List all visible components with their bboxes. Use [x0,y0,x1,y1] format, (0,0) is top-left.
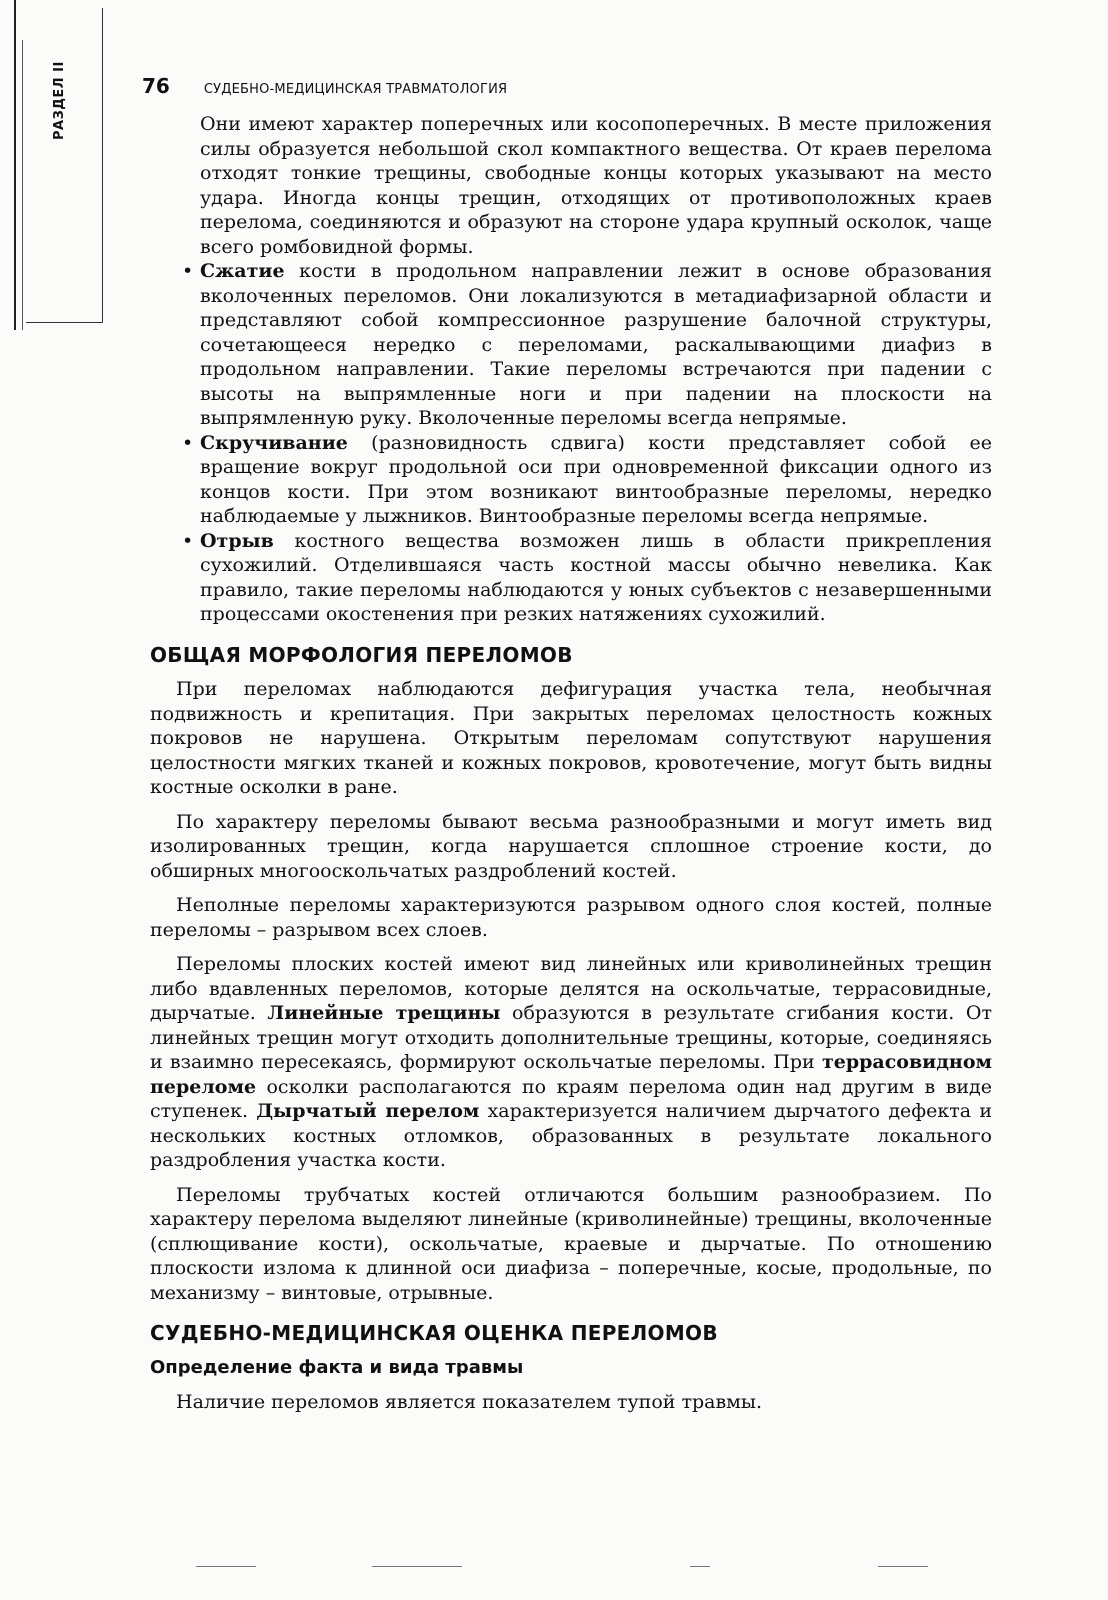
page-content [150,112,992,1415]
section-tab-box [26,8,103,323]
scan-artifact-line [690,1566,710,1567]
paragraph: Переломы трубчатых костей отличаются большим разнообразием. По характеру перелома выделяют линейные (криволинейные) трещины, вколоченные (сплющивание кости), оскольчатые, краевые и дырчатые. По отношению плоскости излома к длинной оси диафиза – поперечные, косые, продольные, по механизму – винтовые, отрывные. [150,1183,992,1304]
section-heading-assessment: СУДЕБНО-МЕДИЦИНСКАЯ ОЦЕНКА ПЕРЕЛОМОВ [150,1321,718,1345]
paragraph: По характеру переломы бывают весьма разнообразными и могут иметь вид изолированных трещин, когда нарушается сплошное строение кости, до обширных многооскольчатых раздроблений костей. [150,810,992,882]
scan-artifact-line [196,1566,256,1567]
bullet-icon: • [182,529,194,552]
binding-edge-line-secondary [22,40,23,330]
subsection-heading: Определение факта и вида травмы [150,1356,524,1378]
section-heading-morphology: ОБЩАЯ МОРФОЛОГИЯ ПЕРЕЛОМОВ [150,642,573,667]
term-perforated-fracture: Дырчатый перелом [256,1100,480,1122]
bullet-text: кости в продольном направлении лежит в основе образования вколоченных переломов. Они локализуются в метадиафизарной области и представляют собой компрессионное разрушение балочной структуры, сочетающееся нередко с переломами, раскалывающими диафиз в продольном направлении. Такие переломы встречаются при падении с высоты на выпрямленные ноги и при падении на плоскости на выпрямленную руку. Вколоченные переломы всегда непрямые. [200,260,992,429]
running-title: СУДЕБНО-МЕДИЦИНСКАЯ ТРАВМАТОЛОГИЯ [203,82,508,97]
scan-artifact-line [878,1566,928,1567]
bullet-term: Отрыв [200,529,274,552]
bullet-item-avulsion [150,529,992,627]
page-number: 76 [142,74,170,98]
bullet-term: Сжатие [200,260,285,282]
paragraph: Неполные переломы характеризуются разрывом одного слоя костей, полные переломы – разрывом всех слоев. [150,894,992,941]
bullet-term: Скручивание [200,431,348,454]
bullet-text: костного вещества возможен лишь в области прикрепления сухожилий. Отделившаяся часть костной массы обычно невелика. Как правило, такие переломы наблюдаются у юных субъектов с незавершенными процессами окостенения при резких натяжениях сухожилий. [200,529,992,625]
bullet-icon: • [182,260,194,282]
section-tab-label: РАЗДЕЛ II [52,61,67,140]
page-header [142,74,507,98]
term-linear-fractures: Линейные трещины [267,1002,501,1024]
bullet-text: (разновидность сдвига) кости представляет собой ее вращение вокруг продольной оси при одновременной фиксации одного из концов кости. При этом возникают винтообразные переломы, нередко наблюдаемые у лыжников. Винтообразные переломы всегда непрямые. [200,431,992,527]
bullet-item-torsion [150,431,992,529]
bullet-item-compression [150,259,992,431]
intro-paragraph: Они имеют характер поперечных или косопоперечных. В месте приложения силы образуется небольшой скол компактного вещества. От краев перелома отходят тонкие трещины, свободные концы которых указывают на место удара. Иногда концы трещин, отходящих от противоположных краев перелома, соединяются и образуют на стороне удара крупный осколок, чаще всего ромбовидной формы. [200,113,992,258]
binding-edge-line [14,0,16,330]
scan-artifact-line [372,1566,462,1567]
paragraph: При переломах наблюдаются дефигурация участка тела, необычная подвижность и крепитация. При закрытых переломах целостность кожных покровов не нарушена. Открытым переломам сопутствуют нарушения целостности мягких тканей и кожных покровов, кровотечение, могут быть видны костные осколки в ране. [150,678,992,798]
paragraph-flat-bones: Переломы плоских костей имеют вид линейных или криволинейных трещин либо вдавленных переломов, которые делятся на оскольчатые, террасовидные, дырчатые. Линейные трещины образуются в результате сгибания кости. От линейных трещин могут отходить дополнительные трещины, которые, соединяясь и взаимно пересекаясь, формируют оскольчатые переломы. При террасовидном переломе осколки располагаются по краям перелома один над другим в виде ступенек. Дырчатый перелом характеризуется наличием дырчатого дефекта и нескольких костных отломков, образованных в результате локального раздробления участка кости. [150,953,992,1171]
paragraph: Наличие переломов является показателем тупой травмы. [176,1391,763,1413]
term-terrace-fracture: террасовидном переломе [150,1051,992,1098]
bullet-icon: • [182,431,194,454]
